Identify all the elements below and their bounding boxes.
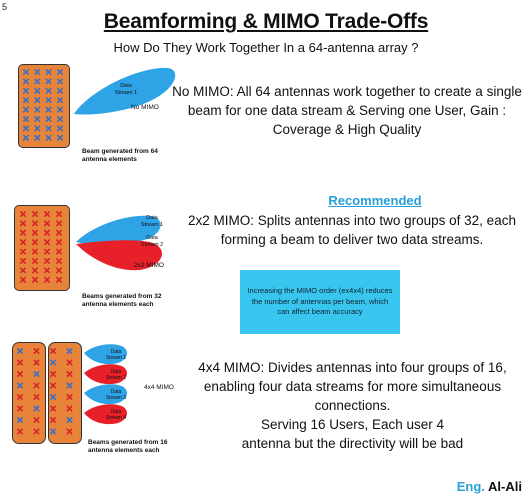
beam-single-label: Data Stream 1	[114, 83, 138, 96]
antenna-element-icon	[21, 240, 25, 244]
antenna-element-icon	[18, 406, 22, 410]
antenna-element-icon	[24, 89, 28, 93]
antenna-element-icon	[51, 349, 55, 353]
antenna-element-icon	[46, 98, 50, 102]
antenna-element-icon	[24, 136, 28, 140]
mimo-2x2-tag: 2x2 MIMO	[134, 262, 164, 269]
recommended-label: Recommended	[328, 193, 422, 208]
antenna-element-icon	[67, 360, 71, 364]
antenna-element-icon	[21, 221, 25, 225]
antenna-crosses-32	[14, 205, 68, 289]
beam-2x2-label-2: Data Stream 2	[140, 235, 164, 248]
author-last: Al-Ali	[488, 479, 522, 494]
beam-2x2-label-1: Data Stream 1	[140, 215, 164, 228]
mimo-4x4-tag: 4x4 MIMO	[144, 384, 174, 391]
antenna-element-icon	[45, 231, 49, 235]
no-mimo-tag: No MIMO	[131, 104, 159, 111]
antenna-element-icon	[58, 70, 62, 74]
antenna-element-icon	[51, 429, 55, 433]
no-mimo-description: No MIMO: All 64 antennas work together to create a single beam for one data stream & Serving one User, Gain : Coverage & High Quality	[172, 84, 522, 137]
antenna-element-icon	[34, 349, 38, 353]
antenna-element-icon	[35, 136, 39, 140]
antenna-element-icon	[33, 221, 37, 225]
antenna-element-icon	[18, 429, 22, 433]
antenna-element-icon	[67, 418, 71, 422]
antenna-element-icon	[58, 136, 62, 140]
antenna-element-icon	[35, 70, 39, 74]
beam-4x4-label-2: Data Stream 2	[105, 369, 127, 381]
antenna-element-icon	[34, 418, 38, 422]
mimo-2x2-caption: Beams generated from 32 antenna elements each	[82, 293, 162, 308]
antenna-element-icon	[46, 136, 50, 140]
antenna-element-icon	[58, 89, 62, 93]
antenna-element-icon	[18, 360, 22, 364]
antenna-element-icon	[24, 98, 28, 102]
antenna-element-icon	[46, 70, 50, 74]
antenna-element-icon	[18, 395, 22, 399]
beam-4x4-label-1: Data Stream 1	[105, 349, 127, 361]
antenna-element-icon	[57, 212, 61, 216]
mimo-4x4-caption: Beams generated from 16 antenna elements each	[88, 439, 168, 454]
antenna-element-icon	[34, 360, 38, 364]
page-subtitle: How Do They Work Together In a 64-antenna array ?	[113, 40, 419, 55]
no-mimo-caption: Beam generated from 64 antenna elements	[82, 148, 158, 163]
antenna-element-icon	[21, 249, 25, 253]
author-first: Eng.	[456, 479, 485, 494]
antenna-element-icon	[57, 268, 61, 272]
page-number: 5	[2, 2, 8, 12]
mimo-4x4-description	[180, 358, 525, 453]
mimo-order-note: Increasing the MIMO order (ex4x4) reduces the number of antennas per beam, which can affect beam accuracy	[240, 270, 400, 334]
antenna-element-icon	[58, 126, 62, 130]
author-credit	[457, 479, 522, 494]
antenna-element-icon	[46, 89, 50, 93]
antenna-element-icon	[35, 89, 39, 93]
antenna-element-icon	[45, 212, 49, 216]
antenna-element-icon	[21, 231, 25, 235]
antenna-element-icon	[35, 126, 39, 130]
antenna-element-icon	[33, 240, 37, 244]
antenna-element-icon	[51, 383, 55, 387]
antenna-element-icon	[67, 406, 71, 410]
antenna-element-icon	[45, 259, 49, 263]
antenna-element-icon	[51, 372, 55, 376]
antenna-element-icon	[46, 79, 50, 83]
antenna-element-icon	[67, 395, 71, 399]
mimo-2x2-description: 2x2 MIMO: Splits antennas into two groups of 32, each forming a beam to deliver two data streams.	[188, 213, 516, 247]
antenna-element-icon	[45, 278, 49, 282]
antenna-element-icon	[35, 98, 39, 102]
antenna-element-icon	[33, 249, 37, 253]
antenna-element-icon	[67, 349, 71, 353]
antenna-element-icon	[33, 268, 37, 272]
antenna-element-icon	[46, 107, 50, 111]
antenna-element-icon	[57, 278, 61, 282]
antenna-crosses-64	[18, 64, 68, 146]
antenna-element-icon	[33, 259, 37, 263]
antenna-element-icon	[34, 406, 38, 410]
antenna-element-icon	[57, 240, 61, 244]
antenna-element-icon	[57, 259, 61, 263]
antenna-element-icon	[34, 383, 38, 387]
antenna-element-icon	[21, 212, 25, 216]
antenna-element-icon	[58, 117, 62, 121]
antenna-element-icon	[45, 268, 49, 272]
antenna-element-icon	[21, 278, 25, 282]
antenna-element-icon	[33, 231, 37, 235]
antenna-element-icon	[45, 249, 49, 253]
antenna-element-icon	[18, 383, 22, 387]
antenna-element-icon	[35, 117, 39, 121]
page-title: Beamforming & MIMO Trade-Offs	[103, 10, 429, 33]
antenna-element-icon	[67, 429, 71, 433]
antenna-crosses-16	[12, 342, 82, 442]
antenna-element-icon	[24, 117, 28, 121]
antenna-element-icon	[57, 231, 61, 235]
antenna-element-icon	[34, 372, 38, 376]
antenna-element-icon	[33, 212, 37, 216]
antenna-element-icon	[18, 349, 22, 353]
antenna-element-icon	[34, 429, 38, 433]
antenna-element-icon	[57, 249, 61, 253]
antenna-element-icon	[45, 240, 49, 244]
antenna-element-icon	[24, 126, 28, 130]
antenna-element-icon	[18, 418, 22, 422]
antenna-element-icon	[45, 221, 49, 225]
antenna-element-icon	[58, 79, 62, 83]
antenna-element-icon	[46, 126, 50, 130]
antenna-element-icon	[46, 117, 50, 121]
antenna-element-icon	[34, 395, 38, 399]
mimo-4x4-description-line1: 4x4 MIMO: Divides antennas into four groups of 16, enabling four data streams for more simultaneous connections.	[198, 360, 507, 413]
antenna-element-icon	[67, 372, 71, 376]
antenna-element-icon	[57, 221, 61, 225]
beam-4x4-label-4: Data Stream 4	[105, 409, 127, 421]
antenna-element-icon	[35, 107, 39, 111]
antenna-element-icon	[51, 395, 55, 399]
mimo-4x4-description-line2: Serving 16 Users, Each user 4 antenna but the directivity will be bad	[241, 417, 464, 451]
antenna-element-icon	[51, 360, 55, 364]
antenna-element-icon	[24, 107, 28, 111]
antenna-element-icon	[51, 418, 55, 422]
antenna-element-icon	[24, 70, 28, 74]
antenna-element-icon	[67, 383, 71, 387]
antenna-element-icon	[21, 259, 25, 263]
beam-4x4-label-3: Data Stream 3	[105, 389, 127, 401]
antenna-element-icon	[51, 406, 55, 410]
antenna-element-icon	[35, 79, 39, 83]
antenna-element-icon	[21, 268, 25, 272]
antenna-element-icon	[58, 107, 62, 111]
antenna-element-icon	[18, 372, 22, 376]
antenna-element-icon	[33, 278, 37, 282]
antenna-element-icon	[24, 79, 28, 83]
antenna-element-icon	[58, 98, 62, 102]
